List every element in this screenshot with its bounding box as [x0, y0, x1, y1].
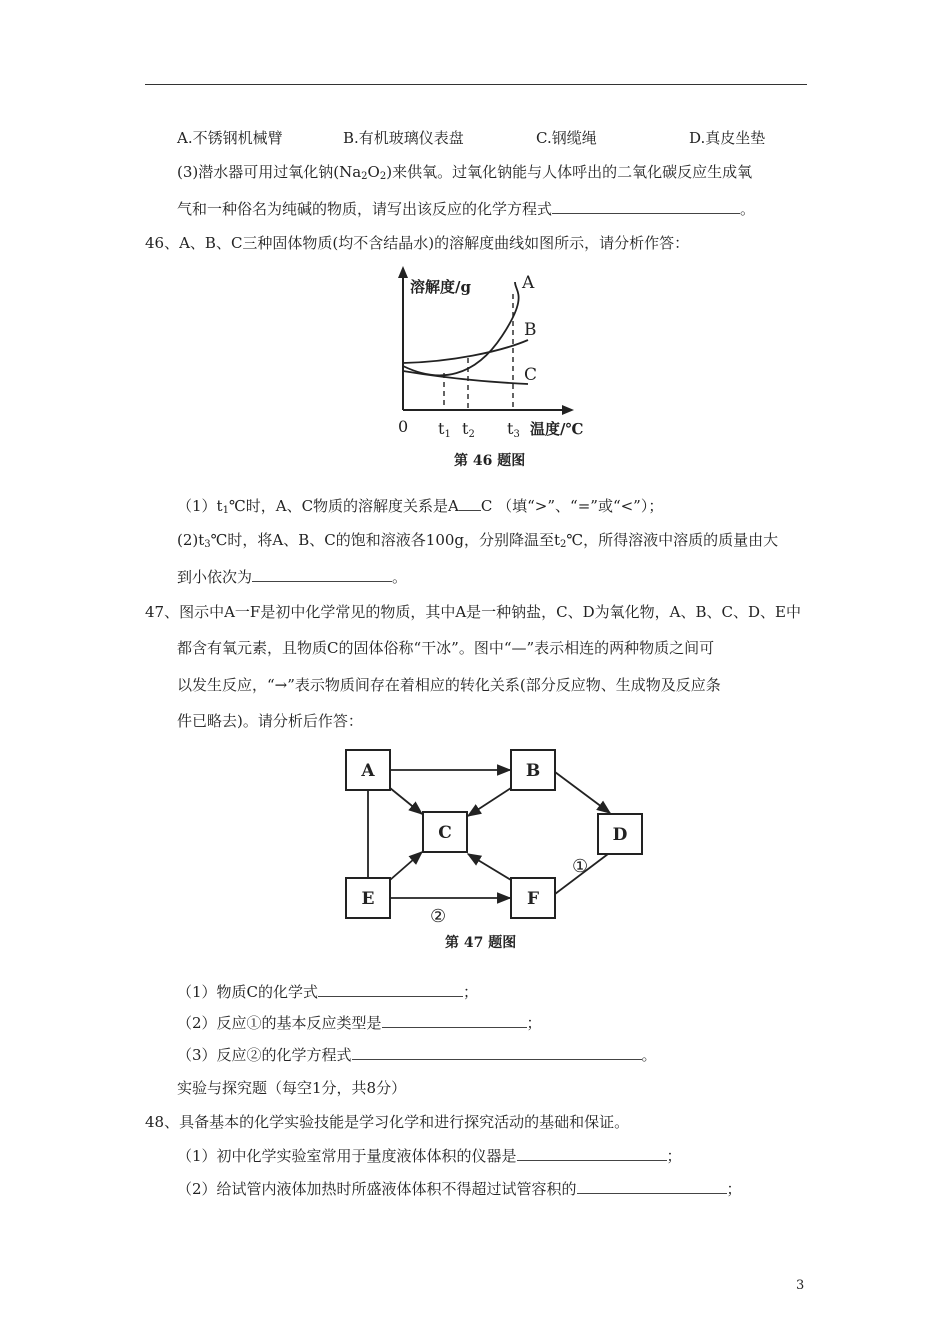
node-f-label: F: [526, 889, 540, 909]
mark-1: ①: [572, 856, 589, 877]
series-label-b: B: [524, 320, 537, 340]
answer-blank[interactable]: [352, 1045, 642, 1060]
answer-blank[interactable]: [577, 1179, 727, 1194]
q47-stem-line1: 47、图示中A一F是初中化学常见的物质，其中A是一种钠盐，C、D为氧化物，A、B、C、D、E中: [145, 603, 801, 621]
page-number: 3: [796, 1278, 805, 1293]
q46-part2-line1: $(2)t_3℃$时，将A、B、C的饱和溶液各100g，分别降温至$t_2℃$，所得溶液中溶质的质量由大: [177, 531, 779, 550]
q47-stem-line3: 以发生反应，“→”表示物质间存在着相应的转化关系(部分反应物、生成物及反应条: [177, 676, 721, 694]
chart-caption: 第 46 题图: [454, 453, 526, 469]
answer-blank[interactable]: [318, 982, 463, 997]
answer-blank[interactable]: [459, 496, 481, 511]
option-d: D.真皮坐垫: [689, 129, 766, 147]
q48-stem: 48、具备基本的化学实验技能是学习化学和进行探究活动的基础和保证。: [145, 1113, 630, 1131]
node-a-label: A: [361, 761, 375, 781]
option-b: B.有机玻璃仪表盘: [343, 129, 464, 147]
q45-part3-line2: 气和一种俗名为纯碱的物质，请写出该反应的化学方程式 。: [177, 200, 756, 218]
arrow-a-c: [390, 788, 422, 814]
tick-t3: t3: [507, 419, 520, 440]
x-axis-arrow: [562, 405, 574, 415]
node-c-label: C: [438, 823, 452, 843]
q47-sub1: （1）物质C的化学式 ；: [177, 983, 479, 1001]
series-label-a: A: [522, 273, 535, 293]
q46-part1: $(1)t_1℃$时，A、C物质的溶解度关系是A C （填“>”、“=”或“<”）；: [177, 497, 664, 516]
q47-sub2: （2）反应①的基本反应类型是 ；: [177, 1014, 542, 1032]
section-heading: 实验与探究题（每空1分，共8分）: [177, 1079, 407, 1097]
q47-sub3: （3）反应②的化学方程式 。: [177, 1046, 657, 1064]
q46-stem: 46、A、B、C三种固体物质(均不含结晶水)的溶解度曲线如图所示，请分析作答：: [145, 234, 690, 252]
origin-label: 0: [398, 417, 409, 436]
arrow-b-c: [468, 788, 511, 816]
node-e-label: E: [361, 889, 375, 909]
q48-sub1: （1）初中化学实验室常用于量度液体体积的仪器是 ；: [177, 1147, 682, 1165]
q48-sub2: （2）给试管内液体加热时所盛液体体积不得超过试管容积的 ；: [177, 1180, 742, 1198]
solubility-chart: [390, 262, 600, 472]
answer-blank[interactable]: [552, 199, 740, 214]
arrow-f-c: [468, 854, 511, 880]
node-b-label: B: [525, 761, 541, 781]
tick-t1: t1: [438, 419, 451, 440]
y-axis-label: 溶解度/g: [410, 278, 471, 296]
q47-stem-line2: 都含有氧元素，且物质C的固体俗称“干冰”。图中“—”表示相连的两种物质之间可: [177, 639, 715, 657]
x-axis-label: 温度/℃: [530, 420, 584, 438]
answer-blank[interactable]: [382, 1013, 527, 1028]
diagram-caption: 第 47 题图: [445, 935, 517, 951]
relation-diagram: [340, 742, 650, 954]
tick-t2: t2: [462, 419, 475, 440]
q46-part2-line2: 到小依次为 。: [177, 568, 408, 586]
node-d-label: D: [612, 825, 628, 845]
curve-b: [403, 340, 528, 363]
q47-stem-line4: 件已略去)。请分析后作答：: [177, 712, 363, 730]
answer-blank[interactable]: [517, 1146, 667, 1161]
option-c: C.钢缆绳: [536, 129, 597, 147]
answer-blank[interactable]: [252, 567, 392, 582]
arrow-b-d: [555, 772, 610, 813]
option-a: A.不锈钢机械臂: [177, 129, 283, 147]
mark-2: ②: [430, 906, 447, 927]
q45-part3-line1: (3)潜水器可用过氧化钠$(Na_2O_2)$来供氧。过氧化钠能与人体呼出的二氧化碳反应生成氧: [177, 163, 753, 182]
header-rule: [145, 84, 807, 85]
series-label-c: C: [524, 365, 538, 385]
curve-a: [403, 282, 519, 375]
y-axis-arrow: [398, 266, 408, 278]
arrow-e-c: [390, 852, 422, 880]
